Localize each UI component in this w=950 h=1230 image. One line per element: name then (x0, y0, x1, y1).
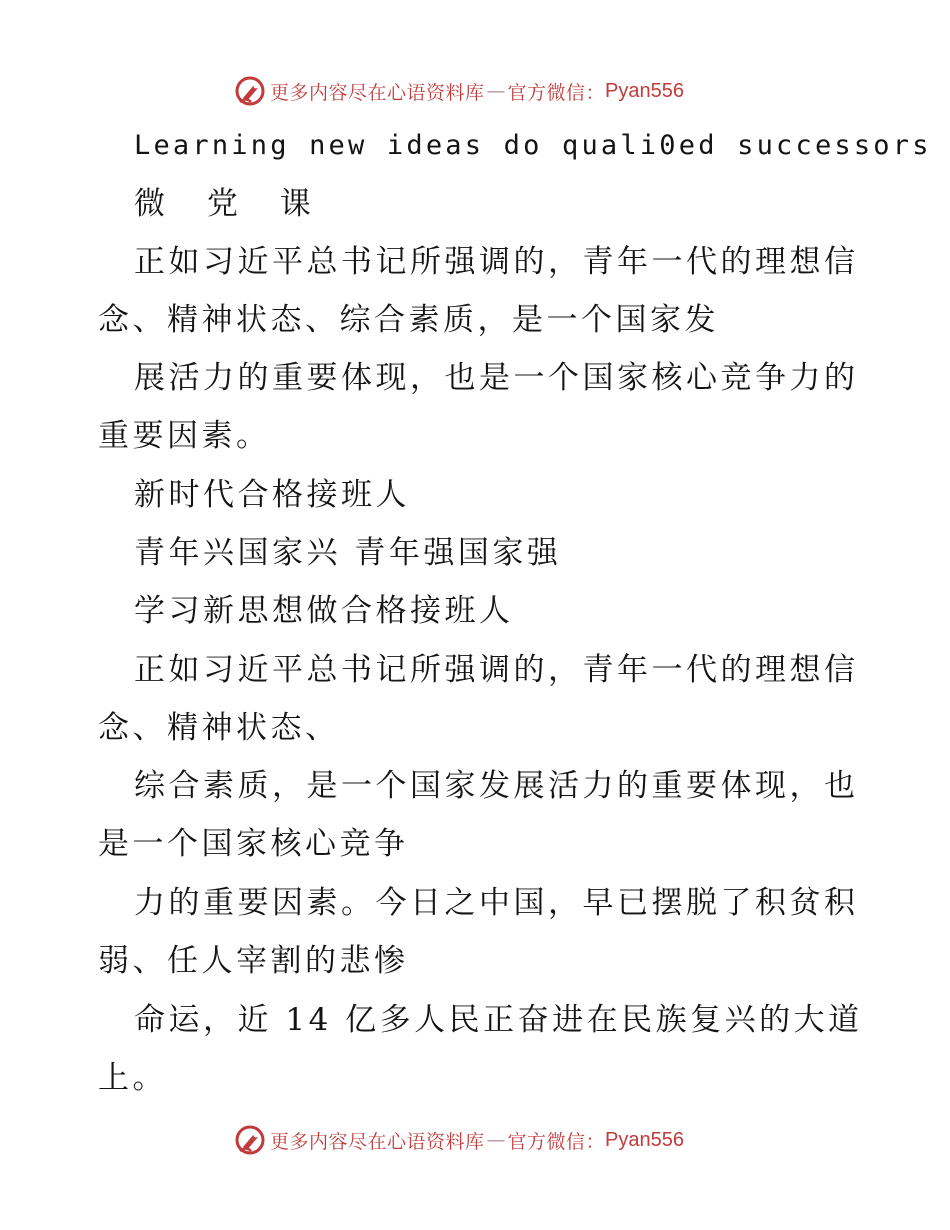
banner-suffix: 官方微信： (507, 81, 606, 104)
text-line: 弱、任人宰割的悲惨 (98, 943, 409, 979)
banner-separator: — (486, 1129, 506, 1151)
banner-separator: — (486, 80, 506, 102)
section-heading: 青年兴国家兴 青年强国家强 (134, 535, 562, 571)
english-title: Learning new ideas do quali0ed successors (134, 130, 932, 161)
banner-suffix: 官方微信： (507, 1130, 606, 1153)
section-heading: 学习新思想做合格接班人 (134, 593, 514, 629)
text-line: 念、精神状态、综合素质，是一个国家发 (98, 302, 719, 338)
text-line: 是一个国家核心竞争 (98, 826, 409, 862)
page-title: 微 党 课 (134, 186, 327, 222)
text-line: 正如习近平总书记所强调的，青年一代的理想信 (134, 652, 859, 688)
banner-text: 更多内容尽在心语资料库 (270, 81, 485, 104)
text-line: 正如习近平总书记所强调的，青年一代的理想信 (134, 244, 859, 280)
text-line: 命运，近 14 亿多人民正奋进在民族复兴的大道 (134, 1002, 863, 1038)
banner-text: 更多内容尽在心语资料库 (270, 1130, 485, 1153)
banner-account: Pyan556 (605, 1128, 684, 1151)
footer-banner (234, 1123, 684, 1157)
pen-logo-icon (234, 1124, 266, 1156)
banner-account: Pyan556 (605, 79, 684, 102)
text-line: 综合素质，是一个国家发展活力的重要体现，也 (134, 768, 859, 804)
text-line: 展活力的重要体现，也是一个国家核心竞争力的 (134, 360, 859, 396)
text-line: 重要因素。 (98, 418, 271, 454)
section-heading: 新时代合格接班人 (134, 477, 410, 513)
pen-logo-icon (234, 75, 266, 107)
text-line: 念、精神状态、 (98, 710, 340, 746)
text-line: 上。 (98, 1060, 167, 1096)
header-banner (234, 74, 684, 108)
text-line: 力的重要因素。今日之中国，早已摆脱了积贫积 (134, 885, 859, 921)
